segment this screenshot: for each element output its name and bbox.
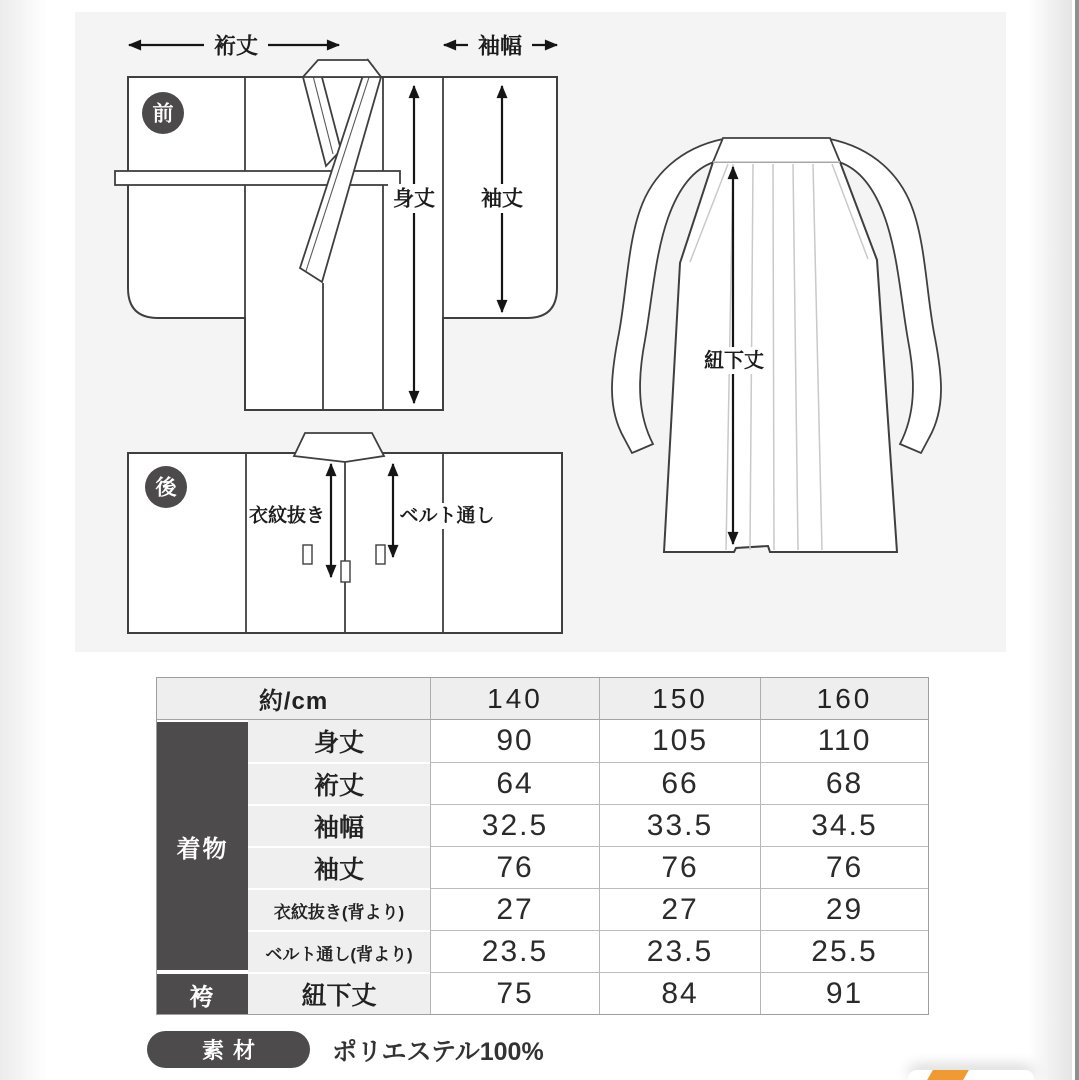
orange-accent-shape [927,1070,969,1080]
table-group-hakama: 袴 [157,972,248,1014]
hakama-waistband [713,138,840,162]
table-value-cell: 66 [599,762,760,804]
table-value-cell: 34.5 [760,804,928,846]
table-value-cell: 76 [430,846,599,888]
table-value-cell: 23.5 [430,930,599,972]
table-value-cell: 27 [599,888,760,930]
emonnuki-label: 衣紋抜き [248,505,326,527]
table-header-size-160: 160 [760,678,928,720]
table-row-label: 紐下丈 [248,972,430,1014]
emonnuki-loop [341,561,350,582]
table-value-cell: 76 [599,846,760,888]
table-value-cell: 76 [760,846,928,888]
table-group-kimono: 着物 [157,720,248,972]
belt-loop-right [376,545,385,564]
obi-bar [115,171,400,185]
table-value-cell: 64 [430,762,599,804]
next-section-card-corner [908,1070,1034,1080]
table-value-cell: 29 [760,888,928,930]
sodehaba-label: 袖幅 [477,33,523,59]
table-row-label: ベルト通し(背より) [248,930,430,972]
mitake-label: 身丈 [393,187,435,211]
kimono-back-diagram [128,433,562,633]
himoshita-label: 紐下丈 [704,350,764,372]
table-value-cell: 91 [760,972,928,1014]
material-pill-label: 素材 [201,1038,264,1063]
table-value-cell: 68 [760,762,928,804]
right-page-shade [1028,0,1072,1080]
table-value-cell: 110 [760,720,928,762]
yukitake-label: 裄丈 [213,33,259,59]
table-row-label: 衣紋抜き(背より) [248,888,430,930]
table-value-cell: 105 [599,720,760,762]
belt-loop-left [303,545,312,564]
table-value-cell: 33.5 [599,804,760,846]
table-row-label: 身丈 [248,720,430,762]
hakama-diagram [612,138,941,552]
table-row-label: 袖幅 [248,804,430,846]
table-header-size-150: 150 [599,678,760,720]
size-table [156,677,929,1015]
table-value-cell: 75 [430,972,599,1014]
material-value: ポリエステル100% [332,1037,544,1066]
table-value-cell: 84 [599,972,760,1014]
table-value-cell: 90 [430,720,599,762]
table-value-cell: 23.5 [599,930,760,972]
hakama-body [664,162,897,552]
kimono-front-diagram [115,60,557,410]
table-value-cell: 25.5 [760,930,928,972]
sodetake-label: 袖丈 [481,187,523,211]
material-pill [147,1031,310,1068]
belt-loop-label: ベルト通し [399,505,495,527]
front-badge-label: 前 [152,102,174,126]
table-header-unit: 約/cm [157,678,430,720]
table-value-cell: 27 [430,888,599,930]
left-page-edge [0,0,48,1080]
table-row-label: 裄丈 [248,762,430,804]
table-value-cell: 32.5 [430,804,599,846]
measurement-diagram [75,12,1006,652]
table-row-label: 袖丈 [248,846,430,888]
right-page-border [1075,0,1079,1080]
table-header-size-140: 140 [430,678,599,720]
back-badge-label: 後 [155,476,177,500]
